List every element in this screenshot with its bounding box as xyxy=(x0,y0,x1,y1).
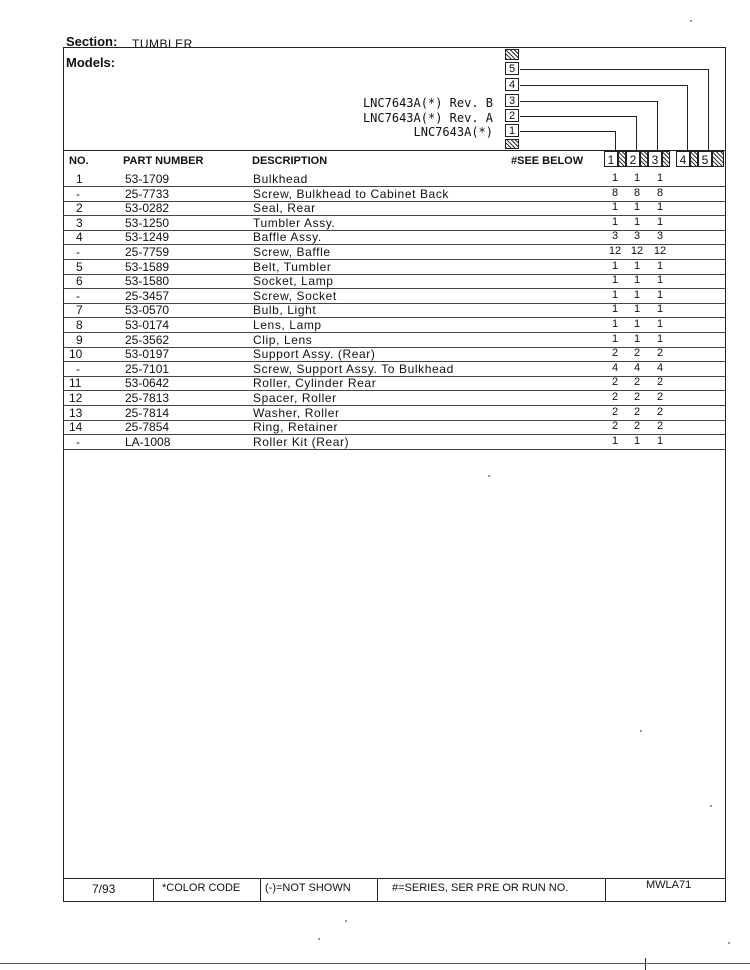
quantity-model-2: 1 xyxy=(633,318,641,330)
quantity-model-2: 1 xyxy=(633,332,641,345)
col-part-number-header: PART NUMBER xyxy=(123,155,204,167)
section-value: TUMBLER xyxy=(132,37,193,51)
row-number: 1 xyxy=(76,172,83,186)
scan-speck xyxy=(488,475,490,477)
connector-2 xyxy=(520,116,637,117)
part-description: Socket, Lamp xyxy=(253,274,334,289)
quantity-model-2: 1 xyxy=(633,259,641,272)
col-see-below-header: #SEE BELOW xyxy=(511,155,584,167)
quantity-model-3: 2 xyxy=(656,376,664,389)
model-col-sep-1 xyxy=(618,151,626,167)
quantity-model-1: 2 xyxy=(611,376,619,389)
model-base: LNC7643A(*) xyxy=(413,125,493,139)
part-number: 53-0174 xyxy=(125,318,170,332)
part-description: Screw, Socket xyxy=(253,288,337,303)
scan-edge-line xyxy=(0,963,750,964)
footer-div-2 xyxy=(260,878,261,902)
part-description: Bulkhead xyxy=(253,172,308,186)
quantity-model-1: 1 xyxy=(611,288,619,301)
quantity-model-2: 1 xyxy=(633,215,641,228)
footer-code: MWLA71 xyxy=(646,879,692,891)
row-number: 9 xyxy=(76,332,83,347)
quantity-model-3: 12 xyxy=(653,245,667,257)
quantity-model-1: 12 xyxy=(608,245,622,257)
part-description: Tumbler Assy. xyxy=(253,215,336,230)
row-number: - xyxy=(76,245,80,259)
row-number: - xyxy=(76,361,80,376)
connector-4 xyxy=(520,85,688,86)
quantity-model-1: 2 xyxy=(611,405,619,418)
scan-speck xyxy=(728,942,730,944)
quantity-model-2: 2 xyxy=(633,405,641,418)
connector-1-drop xyxy=(615,131,616,150)
scan-speck xyxy=(345,920,347,922)
row-number: 8 xyxy=(76,318,83,332)
row-number: 5 xyxy=(76,259,83,274)
quantity-model-3: 1 xyxy=(656,201,664,214)
box-hatch-bottom xyxy=(505,139,519,149)
col-description-header: DESCRIPTION xyxy=(252,155,328,167)
quantity-model-3: 1 xyxy=(656,215,664,228)
quantity-model-1: 1 xyxy=(611,274,619,287)
model-rev-b: LNC7643A(*) Rev. B xyxy=(362,96,493,110)
part-description: Lens, Lamp xyxy=(253,318,322,332)
footer-div-1 xyxy=(153,878,154,902)
quantity-model-2: 8 xyxy=(633,186,641,199)
quantity-model-1: 1 xyxy=(611,215,619,228)
quantity-model-3: 3 xyxy=(656,230,664,243)
model-col-sep-5 xyxy=(712,151,724,167)
quantity-model-1: 3 xyxy=(611,230,619,243)
quantity-model-1: 1 xyxy=(611,259,619,272)
quantity-model-2: 2 xyxy=(633,420,641,433)
quantity-model-1: 1 xyxy=(611,332,619,345)
model-box-3: 3 xyxy=(505,94,519,107)
part-description: Screw, Baffle xyxy=(253,245,331,259)
quantity-model-1: 1 xyxy=(611,201,619,214)
footer-color-code: *COLOR CODE xyxy=(162,882,241,894)
section-label: Section: xyxy=(66,34,118,49)
connector-4-drop xyxy=(687,85,688,150)
quantity-model-1: 1 xyxy=(611,318,619,330)
part-number: 25-3562 xyxy=(125,332,170,347)
part-number: 25-7101 xyxy=(125,361,170,376)
part-description: Bulb, Light xyxy=(253,303,317,318)
part-number: 53-0282 xyxy=(125,201,170,216)
model-box-4: 4 xyxy=(505,78,519,91)
quantity-model-1: 2 xyxy=(611,347,619,360)
row-number: 2 xyxy=(76,201,83,216)
part-description: Screw, Bulkhead to Cabinet Back xyxy=(253,186,450,201)
part-description: Roller, Cylinder Rear xyxy=(253,376,377,391)
model-col-sep-3 xyxy=(662,151,670,167)
quantity-model-1: 8 xyxy=(611,186,619,199)
model-col-4: 4 xyxy=(676,151,690,167)
scan-speck xyxy=(640,730,642,732)
row-number: 6 xyxy=(76,274,83,289)
quantity-model-3: 2 xyxy=(656,405,664,418)
quantity-model-3: 1 xyxy=(656,259,664,272)
scan-edge-tick xyxy=(645,958,646,970)
part-number: 53-1250 xyxy=(125,215,170,230)
model-col-2: 2 xyxy=(626,151,640,167)
scan-speck xyxy=(318,938,320,940)
quantity-model-2: 1 xyxy=(633,288,641,301)
row-rule xyxy=(63,449,726,450)
part-description: Clip, Lens xyxy=(253,332,313,347)
scan-speck xyxy=(710,805,712,807)
col-no-header: NO. xyxy=(69,155,89,167)
quantity-model-3: 1 xyxy=(656,332,664,345)
quantity-model-1: 2 xyxy=(611,420,619,433)
box-hatch-top xyxy=(505,49,519,60)
row-number: - xyxy=(76,434,80,449)
quantity-model-1: 1 xyxy=(611,303,619,316)
part-number: 53-1580 xyxy=(125,274,170,289)
footer-date: 7/93 xyxy=(92,882,116,896)
quantity-model-3: 1 xyxy=(656,318,664,330)
part-number: 25-7733 xyxy=(125,186,170,201)
quantity-model-2: 1 xyxy=(633,434,641,447)
quantity-model-2: 3 xyxy=(633,230,641,243)
footer-div-4 xyxy=(605,878,606,902)
footer-rule xyxy=(63,878,726,879)
part-description: Ring, Retainer xyxy=(253,420,339,435)
row-number: 4 xyxy=(76,230,83,245)
quantity-model-3: 2 xyxy=(656,420,664,433)
part-number: 53-1589 xyxy=(125,259,170,274)
quantity-model-1: 4 xyxy=(611,361,619,374)
part-description: Washer, Roller xyxy=(253,405,340,420)
part-description: Roller Kit (Rear) xyxy=(253,434,350,449)
quantity-model-2: 1 xyxy=(633,201,641,214)
part-number: 25-7759 xyxy=(125,245,170,259)
quantity-model-3: 1 xyxy=(656,288,664,301)
footer-series-note: #=SERIES, SER PRE OR RUN NO. xyxy=(392,882,569,894)
quantity-model-3: 1 xyxy=(656,303,664,316)
part-number: LA-1008 xyxy=(125,434,171,449)
model-col-sep-4 xyxy=(690,151,698,167)
model-col-1: 1 xyxy=(604,151,618,167)
scan-speck xyxy=(690,20,692,22)
quantity-model-3: 2 xyxy=(656,347,664,360)
model-rev-a: LNC7643A(*) Rev. A xyxy=(362,111,493,125)
quantity-model-3: 4 xyxy=(656,361,664,374)
row-number: - xyxy=(76,288,80,303)
part-description: Seal, Rear xyxy=(253,201,316,216)
quantity-model-3: 2 xyxy=(656,391,664,403)
part-number: 25-7814 xyxy=(125,405,170,420)
footer-not-shown: (-)=NOT SHOWN xyxy=(265,882,351,894)
part-description: Support Assy. (Rear) xyxy=(253,347,376,362)
row-number: 3 xyxy=(76,215,83,230)
quantity-model-1: 1 xyxy=(611,434,619,447)
connector-2-drop xyxy=(636,116,637,150)
part-description: Belt, Tumbler xyxy=(253,259,332,274)
quantity-model-2: 2 xyxy=(633,391,641,403)
model-col-5: 5 xyxy=(698,151,712,167)
part-description: Screw, Support Assy. To Bulkhead xyxy=(253,361,454,376)
model-col-3: 3 xyxy=(648,151,662,167)
part-number: 53-0197 xyxy=(125,347,170,362)
connector-3-drop xyxy=(657,101,658,150)
row-number: 11 xyxy=(69,376,82,391)
model-box-2: 2 xyxy=(505,109,519,122)
quantity-model-3: 1 xyxy=(656,172,664,184)
models-label: Models: xyxy=(66,55,116,70)
quantity-model-2: 1 xyxy=(633,172,641,184)
quantity-model-2: 2 xyxy=(633,347,641,360)
quantity-model-3: 8 xyxy=(656,186,664,199)
part-number: 25-7813 xyxy=(125,391,170,405)
row-number: 14 xyxy=(69,420,83,435)
part-number: 53-1709 xyxy=(125,172,170,186)
row-number: 10 xyxy=(69,347,83,362)
row-number: 12 xyxy=(69,391,83,405)
quantity-model-2: 12 xyxy=(630,245,644,257)
connector-1 xyxy=(520,131,616,132)
part-number: 53-0570 xyxy=(125,303,170,318)
connector-3 xyxy=(520,101,658,102)
model-box-5: 5 xyxy=(505,62,519,75)
connector-5-drop xyxy=(708,69,709,150)
part-number: 53-0642 xyxy=(125,376,170,391)
quantity-model-3: 1 xyxy=(656,274,664,287)
quantity-model-3: 1 xyxy=(656,434,664,447)
part-number: 53-1249 xyxy=(125,230,170,245)
connector-5 xyxy=(520,69,709,70)
part-number: 25-3457 xyxy=(125,288,170,303)
footer-div-3 xyxy=(377,878,378,902)
quantity-model-2: 2 xyxy=(633,376,641,389)
quantity-model-2: 4 xyxy=(633,361,641,374)
part-number: 25-7854 xyxy=(125,420,170,435)
row-number: 7 xyxy=(76,303,83,318)
quantity-model-1: 1 xyxy=(611,172,619,184)
part-description: Baffle Assy. xyxy=(253,230,322,245)
quantity-model-2: 1 xyxy=(633,274,641,287)
part-description: Spacer, Roller xyxy=(253,391,337,405)
row-number: - xyxy=(76,186,80,201)
model-box-1: 1 xyxy=(505,124,519,137)
row-number: 13 xyxy=(69,405,83,420)
model-col-sep-2 xyxy=(640,151,648,167)
quantity-model-1: 2 xyxy=(611,391,619,403)
quantity-model-2: 1 xyxy=(633,303,641,316)
